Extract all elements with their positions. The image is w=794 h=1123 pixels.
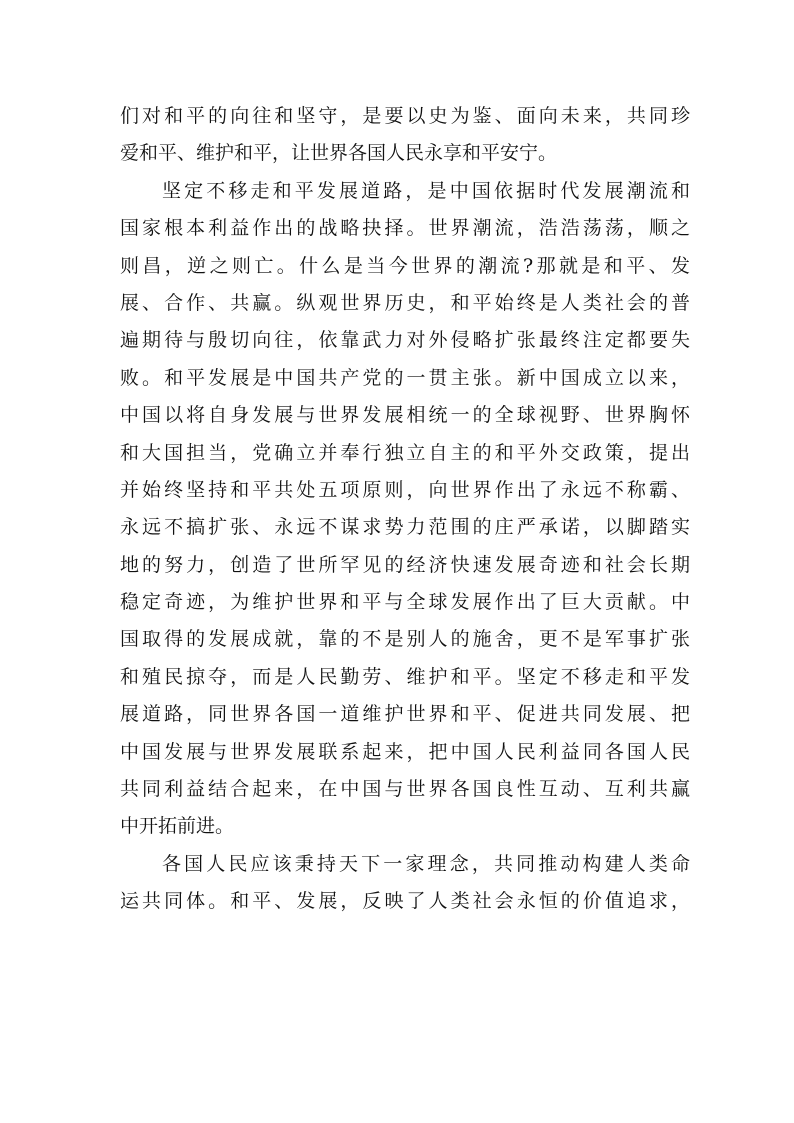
text-line: 展道路，同世界各国一道维护世界和平、促进共同发展、把: [120, 703, 690, 726]
text-line: 国家根本利益作出的战略抉择。世界潮流，浩浩荡荡，顺之: [120, 217, 690, 240]
text-line: 爱和平、维护和平，让世界各国人民永享和平安宁。: [120, 142, 558, 165]
body-text: [120, 98, 690, 921]
text-line: 和殖民掠夺，而是人民勤劳、维护和平。坚定不移走和平发: [120, 665, 690, 688]
text-line: 展、合作、共赢。纵观世界历史，和平始终是人类社会的普: [120, 291, 690, 314]
text-line: 们对和平的向往和坚守，是要以史为鉴、面向未来，共同珍: [120, 105, 690, 127]
text-line: 则昌，逆之则亡。什么是当今世界的潮流?那就是和平、发: [120, 254, 690, 277]
text-line: 中国以将自身发展与世界发展相统一的全球视野、世界胸怀: [120, 404, 690, 427]
text-line: 中开拓前进。: [120, 815, 235, 838]
text-line: 共同利益结合起来，在中国与世界各国良性互动、互利共赢: [120, 778, 690, 801]
text-line: 永远不搞扩张、永远不谋求势力范围的庄严承诺，以脚踏实: [120, 516, 690, 539]
text-line: 运共同体。和平、发展，反映了人类社会永恒的价值追求，: [120, 890, 690, 913]
text-line: 国取得的发展成就，靠的不是别人的施舍，更不是军事扩张: [120, 628, 690, 651]
text-line: 中国发展与世界发展联系起来，把中国人民利益同各国人民: [120, 740, 690, 763]
text-line: 地的努力，创造了世所罕见的经济快速发展奇迹和社会长期: [120, 553, 690, 576]
paragraph-first-line: 各国人民应该秉持天下一家理念，共同推动构建人类命: [162, 852, 690, 875]
text-line: 败。和平发展是中国共产党的一贯主张。新中国成立以来，: [120, 366, 690, 389]
text-line: 并始终坚持和平共处五项原则，向世界作出了永远不称霸、: [120, 478, 690, 501]
paragraph-first-line: 坚定不移走和平发展道路，是中国依据时代发展潮流和: [162, 179, 690, 202]
text-line: 稳定奇迹，为维护世界和平与全球发展作出了巨大贡献。中: [120, 591, 690, 614]
text-line: 和大国担当，党确立并奉行独立自主的和平外交政策，提出: [120, 441, 690, 464]
text-line: 遍期待与殷切向往，依靠武力对外侵略扩张最终注定都要失: [120, 329, 690, 352]
